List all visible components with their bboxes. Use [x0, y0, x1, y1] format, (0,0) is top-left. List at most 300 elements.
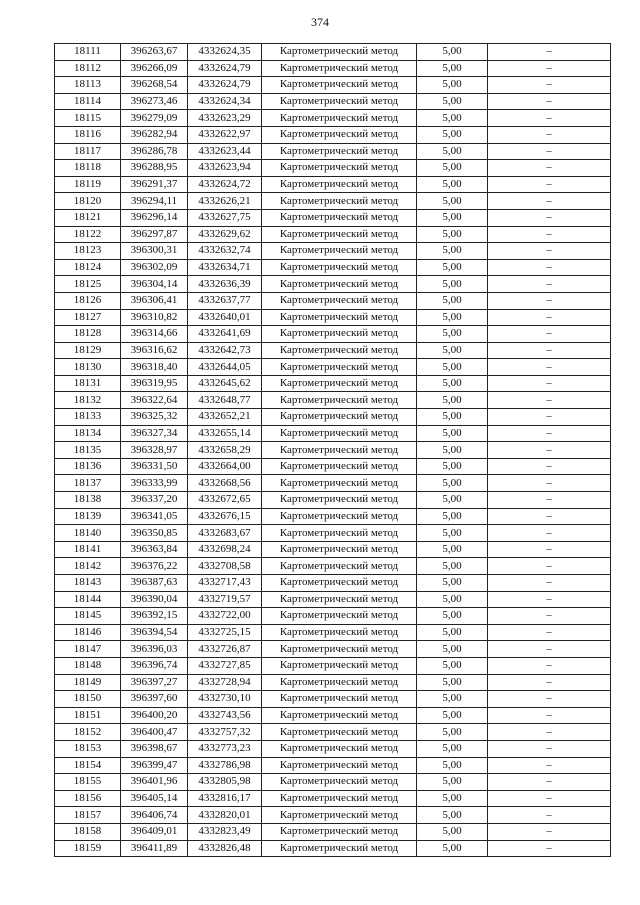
method-cell: Картометрический метод — [262, 110, 417, 127]
note-cell: – — [488, 475, 611, 492]
error-cell: 5,00 — [417, 774, 488, 791]
x-coordinate-cell: 396300,31 — [121, 243, 188, 260]
point-number-cell: 18125 — [55, 276, 121, 293]
point-number-cell: 18119 — [55, 176, 121, 193]
table-row — [55, 126, 611, 143]
table-row — [55, 326, 611, 343]
error-cell: 5,00 — [417, 193, 488, 210]
y-coordinate-cell: 4332805,98 — [188, 774, 262, 791]
x-coordinate-cell: 396314,66 — [121, 326, 188, 343]
note-cell: – — [488, 774, 611, 791]
note-cell: – — [488, 707, 611, 724]
table-row — [55, 558, 611, 575]
x-coordinate-cell: 396392,15 — [121, 608, 188, 625]
table-row — [55, 508, 611, 525]
error-cell: 5,00 — [417, 790, 488, 807]
note-cell: – — [488, 425, 611, 442]
y-coordinate-cell: 4332719,57 — [188, 591, 262, 608]
error-cell: 5,00 — [417, 691, 488, 708]
note-cell: – — [488, 209, 611, 226]
note-cell: – — [488, 359, 611, 376]
x-coordinate-cell: 396399,47 — [121, 757, 188, 774]
error-cell: 5,00 — [417, 624, 488, 641]
y-coordinate-cell: 4332722,00 — [188, 608, 262, 625]
note-cell: – — [488, 176, 611, 193]
method-cell: Картометрический метод — [262, 840, 417, 857]
table-row — [55, 757, 611, 774]
method-cell: Картометрический метод — [262, 409, 417, 426]
table-row — [55, 77, 611, 94]
y-coordinate-cell: 4332672,65 — [188, 492, 262, 509]
table-row — [55, 375, 611, 392]
note-cell: – — [488, 77, 611, 94]
error-cell: 5,00 — [417, 807, 488, 824]
point-number-cell: 18128 — [55, 326, 121, 343]
method-cell: Картометрический метод — [262, 176, 417, 193]
point-number-cell: 18112 — [55, 60, 121, 77]
y-coordinate-cell: 4332634,71 — [188, 259, 262, 276]
x-coordinate-cell: 396266,09 — [121, 60, 188, 77]
error-cell: 5,00 — [417, 342, 488, 359]
note-cell: – — [488, 342, 611, 359]
x-coordinate-cell: 396291,37 — [121, 176, 188, 193]
method-cell: Картометрический метод — [262, 93, 417, 110]
x-coordinate-cell: 396401,96 — [121, 774, 188, 791]
table-row — [55, 790, 611, 807]
x-coordinate-cell: 396411,89 — [121, 840, 188, 857]
point-number-cell: 18131 — [55, 375, 121, 392]
error-cell: 5,00 — [417, 740, 488, 757]
x-coordinate-cell: 396390,04 — [121, 591, 188, 608]
note-cell: – — [488, 126, 611, 143]
method-cell: Картометрический метод — [262, 77, 417, 94]
table-row — [55, 458, 611, 475]
note-cell: – — [488, 840, 611, 857]
y-coordinate-cell: 4332644,05 — [188, 359, 262, 376]
point-number-cell: 18122 — [55, 226, 121, 243]
error-cell: 5,00 — [417, 425, 488, 442]
table-row — [55, 492, 611, 509]
x-coordinate-cell: 396302,09 — [121, 259, 188, 276]
table-row — [55, 591, 611, 608]
error-cell: 5,00 — [417, 160, 488, 177]
table-row — [55, 359, 611, 376]
table-row — [55, 774, 611, 791]
point-number-cell: 18138 — [55, 492, 121, 509]
error-cell: 5,00 — [417, 641, 488, 658]
method-cell: Картометрический метод — [262, 740, 417, 757]
method-cell: Картометрический метод — [262, 243, 417, 260]
point-number-cell: 18117 — [55, 143, 121, 160]
method-cell: Картометрический метод — [262, 259, 417, 276]
x-coordinate-cell: 396409,01 — [121, 823, 188, 840]
table-row — [55, 807, 611, 824]
method-cell: Картометрический метод — [262, 209, 417, 226]
y-coordinate-cell: 4332823,49 — [188, 823, 262, 840]
y-coordinate-cell: 4332676,15 — [188, 508, 262, 525]
table-row — [55, 442, 611, 459]
point-number-cell: 18123 — [55, 243, 121, 260]
error-cell: 5,00 — [417, 657, 488, 674]
note-cell: – — [488, 691, 611, 708]
error-cell: 5,00 — [417, 143, 488, 160]
point-number-cell: 18145 — [55, 608, 121, 625]
error-cell: 5,00 — [417, 392, 488, 409]
x-coordinate-cell: 396397,27 — [121, 674, 188, 691]
point-number-cell: 18120 — [55, 193, 121, 210]
error-cell: 5,00 — [417, 93, 488, 110]
y-coordinate-cell: 4332664,00 — [188, 458, 262, 475]
y-coordinate-cell: 4332640,01 — [188, 309, 262, 326]
table-row — [55, 425, 611, 442]
x-coordinate-cell: 396396,74 — [121, 657, 188, 674]
y-coordinate-cell: 4332648,77 — [188, 392, 262, 409]
method-cell: Картометрический метод — [262, 160, 417, 177]
table-row — [55, 176, 611, 193]
method-cell: Картометрический метод — [262, 525, 417, 542]
error-cell: 5,00 — [417, 60, 488, 77]
point-number-cell: 18147 — [55, 641, 121, 658]
note-cell: – — [488, 575, 611, 592]
x-coordinate-cell: 396406,74 — [121, 807, 188, 824]
note-cell: – — [488, 243, 611, 260]
method-cell: Картометрический метод — [262, 558, 417, 575]
error-cell: 5,00 — [417, 492, 488, 509]
point-number-cell: 18159 — [55, 840, 121, 857]
table-row — [55, 541, 611, 558]
x-coordinate-cell: 396268,54 — [121, 77, 188, 94]
table-row — [55, 143, 611, 160]
method-cell: Картометрический метод — [262, 492, 417, 509]
method-cell: Картометрический метод — [262, 691, 417, 708]
point-number-cell: 18153 — [55, 740, 121, 757]
note-cell: – — [488, 674, 611, 691]
table-row — [55, 243, 611, 260]
x-coordinate-cell: 396400,47 — [121, 724, 188, 741]
point-number-cell: 18157 — [55, 807, 121, 824]
method-cell: Картометрический метод — [262, 757, 417, 774]
note-cell: – — [488, 740, 611, 757]
x-coordinate-cell: 396333,99 — [121, 475, 188, 492]
x-coordinate-cell: 396263,67 — [121, 44, 188, 61]
table-row — [55, 226, 611, 243]
table-row — [55, 657, 611, 674]
note-cell: – — [488, 541, 611, 558]
method-cell: Картометрический метод — [262, 276, 417, 293]
y-coordinate-cell: 4332743,56 — [188, 707, 262, 724]
note-cell: – — [488, 309, 611, 326]
point-number-cell: 18132 — [55, 392, 121, 409]
table-row — [55, 409, 611, 426]
method-cell: Картометрический метод — [262, 342, 417, 359]
x-coordinate-cell: 396282,94 — [121, 126, 188, 143]
method-cell: Картометрический метод — [262, 575, 417, 592]
error-cell: 5,00 — [417, 176, 488, 193]
x-coordinate-cell: 396288,95 — [121, 160, 188, 177]
page-number: 374 — [311, 15, 329, 29]
method-cell: Картометрический метод — [262, 326, 417, 343]
error-cell: 5,00 — [417, 359, 488, 376]
method-cell: Картометрический метод — [262, 641, 417, 658]
note-cell: – — [488, 591, 611, 608]
table-row — [55, 309, 611, 326]
method-cell: Картометрический метод — [262, 359, 417, 376]
table-row — [55, 707, 611, 724]
error-cell: 5,00 — [417, 458, 488, 475]
point-number-cell: 18111 — [55, 44, 121, 61]
y-coordinate-cell: 4332622,97 — [188, 126, 262, 143]
y-coordinate-cell: 4332642,73 — [188, 342, 262, 359]
x-coordinate-cell: 396325,32 — [121, 409, 188, 426]
method-cell: Картометрический метод — [262, 60, 417, 77]
table-row — [55, 724, 611, 741]
point-number-cell: 18142 — [55, 558, 121, 575]
point-number-cell: 18156 — [55, 790, 121, 807]
y-coordinate-cell: 4332826,48 — [188, 840, 262, 857]
error-cell: 5,00 — [417, 309, 488, 326]
method-cell: Картометрический метод — [262, 392, 417, 409]
method-cell: Картометрический метод — [262, 143, 417, 160]
method-cell: Картометрический метод — [262, 707, 417, 724]
x-coordinate-cell: 396310,82 — [121, 309, 188, 326]
y-coordinate-cell: 4332624,34 — [188, 93, 262, 110]
method-cell: Картометрический метод — [262, 193, 417, 210]
x-coordinate-cell: 396322,64 — [121, 392, 188, 409]
point-number-cell: 18146 — [55, 624, 121, 641]
method-cell: Картометрический метод — [262, 44, 417, 61]
y-coordinate-cell: 4332683,67 — [188, 525, 262, 542]
table-row — [55, 840, 611, 857]
point-number-cell: 18143 — [55, 575, 121, 592]
y-coordinate-cell: 4332623,29 — [188, 110, 262, 127]
y-coordinate-cell: 4332668,56 — [188, 475, 262, 492]
y-coordinate-cell: 4332655,14 — [188, 425, 262, 442]
table-row — [55, 276, 611, 293]
note-cell: – — [488, 657, 611, 674]
x-coordinate-cell: 396286,78 — [121, 143, 188, 160]
method-cell: Картометрический метод — [262, 823, 417, 840]
method-cell: Картометрический метод — [262, 292, 417, 309]
y-coordinate-cell: 4332773,23 — [188, 740, 262, 757]
y-coordinate-cell: 4332727,85 — [188, 657, 262, 674]
x-coordinate-cell: 396405,14 — [121, 790, 188, 807]
y-coordinate-cell: 4332626,21 — [188, 193, 262, 210]
note-cell: – — [488, 110, 611, 127]
method-cell: Картометрический метод — [262, 624, 417, 641]
y-coordinate-cell: 4332645,62 — [188, 375, 262, 392]
note-cell: – — [488, 790, 611, 807]
table-row — [55, 93, 611, 110]
note-cell: – — [488, 558, 611, 575]
point-number-cell: 18135 — [55, 442, 121, 459]
point-number-cell: 18152 — [55, 724, 121, 741]
error-cell: 5,00 — [417, 475, 488, 492]
error-cell: 5,00 — [417, 276, 488, 293]
note-cell: – — [488, 375, 611, 392]
y-coordinate-cell: 4332624,79 — [188, 60, 262, 77]
error-cell: 5,00 — [417, 259, 488, 276]
y-coordinate-cell: 4332637,77 — [188, 292, 262, 309]
table-row — [55, 110, 611, 127]
point-number-cell: 18154 — [55, 757, 121, 774]
point-number-cell: 18155 — [55, 774, 121, 791]
x-coordinate-cell: 396304,14 — [121, 276, 188, 293]
x-coordinate-cell: 396294,11 — [121, 193, 188, 210]
error-cell: 5,00 — [417, 409, 488, 426]
x-coordinate-cell: 396328,97 — [121, 442, 188, 459]
point-number-cell: 18126 — [55, 292, 121, 309]
error-cell: 5,00 — [417, 126, 488, 143]
note-cell: – — [488, 143, 611, 160]
y-coordinate-cell: 4332629,62 — [188, 226, 262, 243]
error-cell: 5,00 — [417, 575, 488, 592]
y-coordinate-cell: 4332636,39 — [188, 276, 262, 293]
method-cell: Картометрический метод — [262, 126, 417, 143]
point-number-cell: 18133 — [55, 409, 121, 426]
y-coordinate-cell: 4332624,79 — [188, 77, 262, 94]
method-cell: Картометрический метод — [262, 442, 417, 459]
method-cell: Картометрический метод — [262, 541, 417, 558]
note-cell: – — [488, 458, 611, 475]
method-cell: Картометрический метод — [262, 591, 417, 608]
error-cell: 5,00 — [417, 326, 488, 343]
method-cell: Картометрический метод — [262, 674, 417, 691]
x-coordinate-cell: 396327,34 — [121, 425, 188, 442]
error-cell: 5,00 — [417, 209, 488, 226]
x-coordinate-cell: 396400,20 — [121, 707, 188, 724]
y-coordinate-cell: 4332652,21 — [188, 409, 262, 426]
note-cell: – — [488, 292, 611, 309]
error-cell: 5,00 — [417, 591, 488, 608]
coordinates-table — [54, 43, 611, 857]
error-cell: 5,00 — [417, 77, 488, 94]
point-number-cell: 18141 — [55, 541, 121, 558]
x-coordinate-cell: 396331,50 — [121, 458, 188, 475]
table-row — [55, 624, 611, 641]
method-cell: Картометрический метод — [262, 508, 417, 525]
point-number-cell: 18140 — [55, 525, 121, 542]
note-cell: – — [488, 492, 611, 509]
note-cell: – — [488, 624, 611, 641]
point-number-cell: 18139 — [55, 508, 121, 525]
y-coordinate-cell: 4332786,98 — [188, 757, 262, 774]
table-row — [55, 193, 611, 210]
x-coordinate-cell: 396387,63 — [121, 575, 188, 592]
y-coordinate-cell: 4332757,32 — [188, 724, 262, 741]
y-coordinate-cell: 4332816,17 — [188, 790, 262, 807]
y-coordinate-cell: 4332624,72 — [188, 176, 262, 193]
method-cell: Картометрический метод — [262, 309, 417, 326]
note-cell: – — [488, 392, 611, 409]
error-cell: 5,00 — [417, 226, 488, 243]
error-cell: 5,00 — [417, 243, 488, 260]
note-cell: – — [488, 508, 611, 525]
x-coordinate-cell: 396396,03 — [121, 641, 188, 658]
table-row — [55, 342, 611, 359]
table-row — [55, 674, 611, 691]
x-coordinate-cell: 396296,14 — [121, 209, 188, 226]
point-number-cell: 18136 — [55, 458, 121, 475]
point-number-cell: 18118 — [55, 160, 121, 177]
error-cell: 5,00 — [417, 558, 488, 575]
error-cell: 5,00 — [417, 292, 488, 309]
point-number-cell: 18121 — [55, 209, 121, 226]
point-number-cell: 18158 — [55, 823, 121, 840]
error-cell: 5,00 — [417, 375, 488, 392]
y-coordinate-cell: 4332658,29 — [188, 442, 262, 459]
note-cell: – — [488, 226, 611, 243]
table-row — [55, 525, 611, 542]
note-cell: – — [488, 326, 611, 343]
method-cell: Картометрический метод — [262, 608, 417, 625]
error-cell: 5,00 — [417, 608, 488, 625]
error-cell: 5,00 — [417, 707, 488, 724]
method-cell: Картометрический метод — [262, 724, 417, 741]
x-coordinate-cell: 396273,46 — [121, 93, 188, 110]
note-cell: – — [488, 409, 611, 426]
note-cell: – — [488, 193, 611, 210]
x-coordinate-cell: 396350,85 — [121, 525, 188, 542]
note-cell: – — [488, 823, 611, 840]
note-cell: – — [488, 259, 611, 276]
point-number-cell: 18151 — [55, 707, 121, 724]
note-cell: – — [488, 641, 611, 658]
table-row — [55, 160, 611, 177]
y-coordinate-cell: 4332632,74 — [188, 243, 262, 260]
method-cell: Картометрический метод — [262, 226, 417, 243]
method-cell: Картометрический метод — [262, 790, 417, 807]
error-cell: 5,00 — [417, 823, 488, 840]
note-cell: – — [488, 93, 611, 110]
x-coordinate-cell: 396279,09 — [121, 110, 188, 127]
point-number-cell: 18127 — [55, 309, 121, 326]
table-row — [55, 641, 611, 658]
table-row — [55, 292, 611, 309]
note-cell: – — [488, 60, 611, 77]
y-coordinate-cell: 4332623,44 — [188, 143, 262, 160]
table-row — [55, 823, 611, 840]
error-cell: 5,00 — [417, 44, 488, 61]
point-number-cell: 18148 — [55, 657, 121, 674]
y-coordinate-cell: 4332730,10 — [188, 691, 262, 708]
table-row — [55, 392, 611, 409]
note-cell: – — [488, 276, 611, 293]
x-coordinate-cell: 396306,41 — [121, 292, 188, 309]
note-cell: – — [488, 442, 611, 459]
point-number-cell: 18114 — [55, 93, 121, 110]
error-cell: 5,00 — [417, 442, 488, 459]
y-coordinate-cell: 4332627,75 — [188, 209, 262, 226]
point-number-cell: 18150 — [55, 691, 121, 708]
table-row — [55, 740, 611, 757]
note-cell: – — [488, 160, 611, 177]
y-coordinate-cell: 4332623,94 — [188, 160, 262, 177]
note-cell: – — [488, 757, 611, 774]
table-row — [55, 475, 611, 492]
method-cell: Картометрический метод — [262, 425, 417, 442]
note-cell: – — [488, 608, 611, 625]
x-coordinate-cell: 396316,62 — [121, 342, 188, 359]
error-cell: 5,00 — [417, 525, 488, 542]
error-cell: 5,00 — [417, 110, 488, 127]
point-number-cell: 18115 — [55, 110, 121, 127]
error-cell: 5,00 — [417, 674, 488, 691]
error-cell: 5,00 — [417, 541, 488, 558]
point-number-cell: 18134 — [55, 425, 121, 442]
table-row — [55, 691, 611, 708]
error-cell: 5,00 — [417, 724, 488, 741]
table-row — [55, 259, 611, 276]
